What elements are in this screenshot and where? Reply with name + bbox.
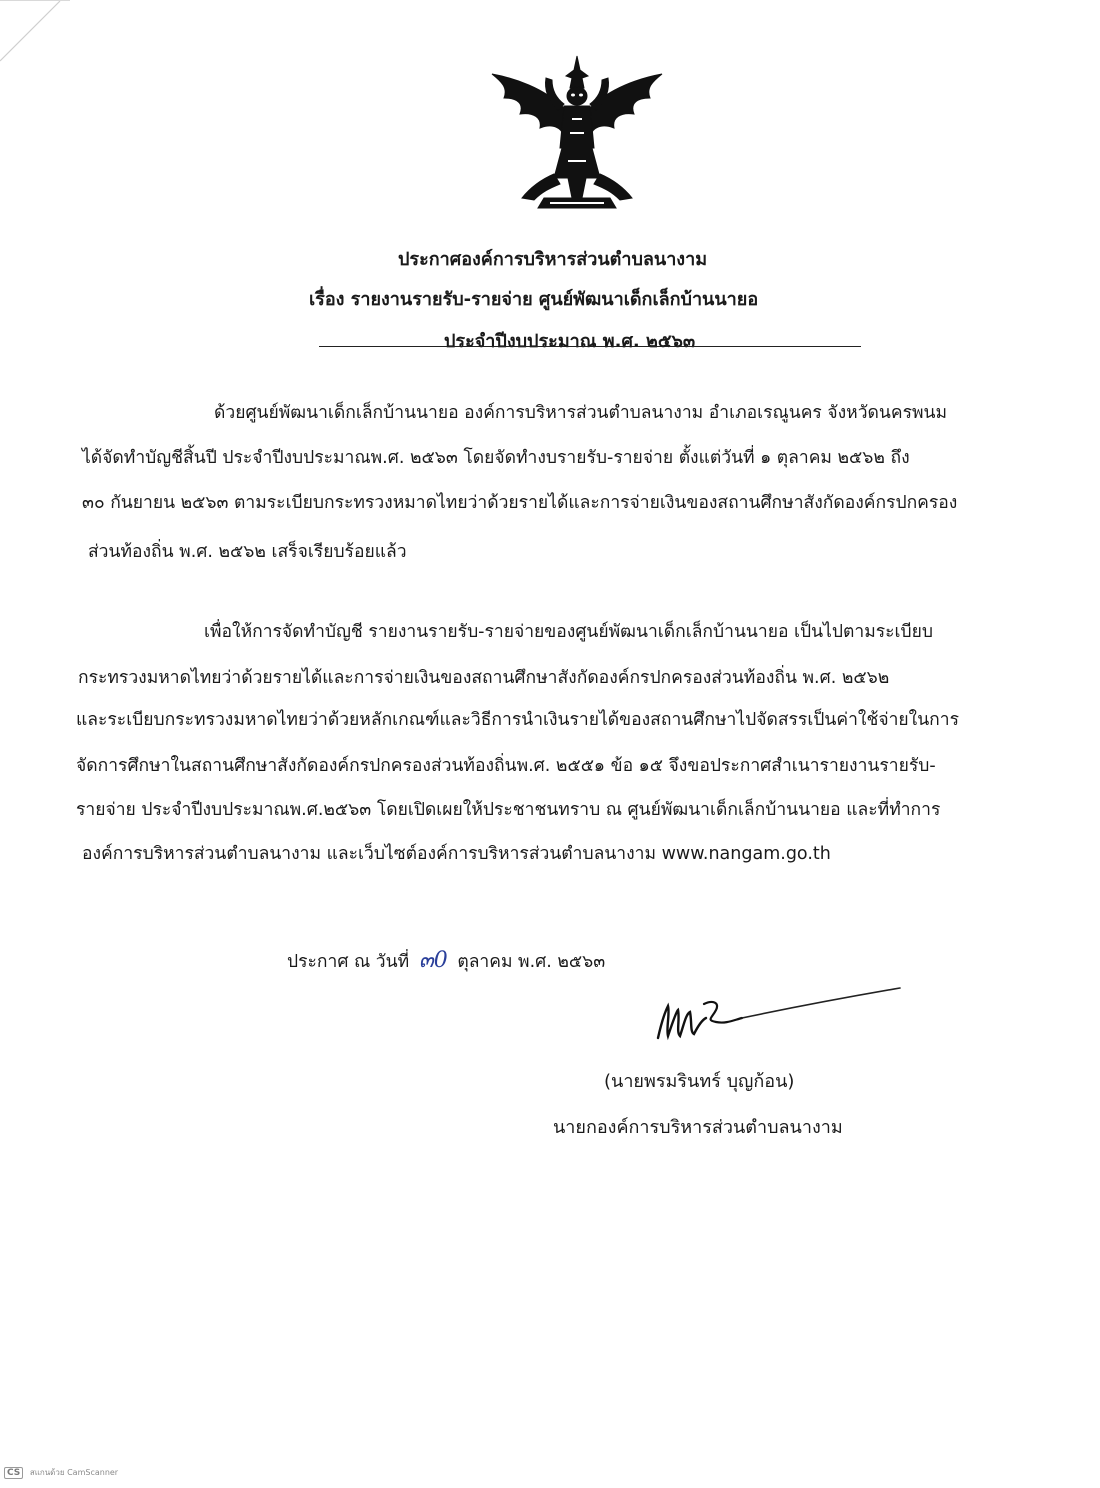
paragraph-1-line: ๓๐ กันยายน ๒๕๖๓ ตามระเบียบกระทรวงหมาดไทยว่าด้วยรายได้และการจ่ายเงินของสถานศึกษาสังกัดองค์กรปกครอง xyxy=(82,493,958,513)
paragraph-2-line: เพื่อให้การจัดทำบัญชี รายงานรายรับ-รายจ่ายของศูนย์พัฒนาเด็กเล็กบ้านนายอ เป็นไปตามระเบียบ xyxy=(204,622,933,642)
signer-name: (นายพรมรินทร์ บุญก้อน) xyxy=(604,1071,795,1092)
paragraph-2-line: องค์การบริหารส่วนตำบลนางาม และเว็บไซต์องค์การบริหารส่วนตำบลนางาม www.nangam.go.th xyxy=(82,844,831,864)
garuda-emblem-icon xyxy=(484,48,670,218)
header-underline xyxy=(319,346,861,347)
scanner-text: สแกนด้วย CamScanner xyxy=(29,1468,119,1477)
paragraph-2-line: กระทรวงมหาดไทยว่าด้วยรายได้และการจ่ายเงินของสถานศึกษาสังกัดองค์กรปกครองส่วนท้องถิ่น พ.ศ. ๒๕๖๒ xyxy=(78,668,890,688)
camscanner-logo-icon: CS xyxy=(4,1467,23,1479)
paragraph-1-line: ด้วยศูนย์พัฒนาเด็กเล็กบ้านนายอ องค์การบริหารส่วนตำบลนางาม อำเภอเรณูนคร จังหวัดนครพนม xyxy=(214,403,948,423)
header-subject: เรื่อง รายงานรายรับ-รายจ่าย ศูนย์พัฒนาเด็กเล็กบ้านนายอ xyxy=(309,289,759,310)
paragraph-2-line: และระเบียบกระทรวงมหาดไทยว่าด้วยหลักเกณฑ์และวิธีการนำเงินรายได้ของสถานศึกษาไปจัดสรรเป็นค่าใช้จ่ายในการ xyxy=(76,710,959,730)
paragraph-2-line: จัดการศึกษาในสถานศึกษาสังกัดองค์กรปกครองส่วนท้องถิ่นพ.ศ. ๒๕๕๑ ข้อ ๑๕ จึงขอประกาศสำเนารายงานรายรับ- xyxy=(76,756,936,776)
handwritten-day: ๓0 xyxy=(418,948,448,973)
announcement-month-year: ตุลาคม พ.ศ. ๒๕๖๓ xyxy=(457,952,606,972)
announcement-prefix: ประกาศ ณ วันที่ xyxy=(287,952,410,972)
announcement-date xyxy=(287,942,605,977)
paragraph-1-line: ส่วนท้องถิ่น พ.ศ. ๒๕๖๒ เสร็จเรียบร้อยแล้ว xyxy=(88,542,407,562)
paper-fold-line xyxy=(0,0,70,91)
header-organization: ประกาศองค์การบริหารส่วนตำบลนางาม xyxy=(398,249,708,270)
paragraph-2-line: รายจ่าย ประจำปีงบประมาณพ.ศ.๒๕๖๓ โดยเปิดเผยให้ประชาชนทราบ ณ ศูนย์พัฒนาเด็กเล็กบ้านนายอ และที่ทำการ xyxy=(76,800,941,820)
header-fiscal-year: ประจำปีงบประมาณ พ.ศ. ๒๕๖๓ xyxy=(444,331,696,352)
handwritten-signature xyxy=(650,980,910,1050)
paragraph-1-line: ได้จัดทำบัญชีสิ้นปี ประจำปีงบประมาณพ.ศ. ๒๕๖๓ โดยจัดทำงบรายรับ-รายจ่าย ตั้งแต่วันที่ ๑ ตุลาคม ๒๕๖๒ ถึง xyxy=(82,448,910,468)
signer-title: นายกองค์การบริหารส่วนตำบลนางาม xyxy=(553,1117,843,1138)
scanner-watermark xyxy=(4,1466,118,1479)
